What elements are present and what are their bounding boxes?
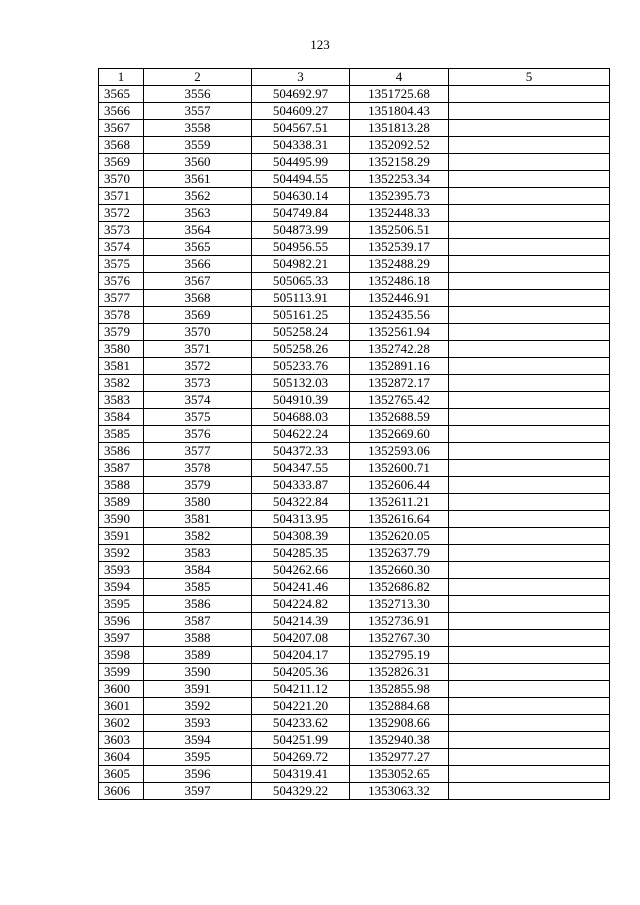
table-cell xyxy=(449,137,610,154)
table-cell: 3584 xyxy=(144,562,252,579)
table-cell xyxy=(449,256,610,273)
table-row xyxy=(99,783,610,800)
table-cell: 3593 xyxy=(99,562,144,579)
table-cell: 3574 xyxy=(99,239,144,256)
table-cell: 3567 xyxy=(144,273,252,290)
table-cell: 3588 xyxy=(144,630,252,647)
table-cell: 504285.35 xyxy=(252,545,350,562)
table-row xyxy=(99,324,610,341)
table-cell xyxy=(449,171,610,188)
table-cell: 504233.62 xyxy=(252,715,350,732)
table-cell: 3565 xyxy=(144,239,252,256)
table-cell: 3605 xyxy=(99,766,144,783)
table-cell: 504251.99 xyxy=(252,732,350,749)
table-cell xyxy=(449,222,610,239)
table-cell xyxy=(449,443,610,460)
table-row xyxy=(99,460,610,477)
table-cell: 1352767.30 xyxy=(350,630,449,647)
table-cell: 3594 xyxy=(99,579,144,596)
table-cell: 3586 xyxy=(99,443,144,460)
table-cell: 1352092.52 xyxy=(350,137,449,154)
table-cell: 3564 xyxy=(144,222,252,239)
table-cell xyxy=(449,715,610,732)
table-cell xyxy=(449,273,610,290)
table-cell xyxy=(449,579,610,596)
page-number: 123 xyxy=(310,37,330,52)
table-row xyxy=(99,596,610,613)
table-row xyxy=(99,103,610,120)
table-cell: 3587 xyxy=(99,460,144,477)
table-cell: 1352855.98 xyxy=(350,681,449,698)
table-cell: 3570 xyxy=(99,171,144,188)
table-cell: 1352637.79 xyxy=(350,545,449,562)
table-row xyxy=(99,239,610,256)
table-cell xyxy=(449,324,610,341)
table-cell: 1352446.91 xyxy=(350,290,449,307)
table-cell: 3566 xyxy=(144,256,252,273)
table-cell: 1352826.31 xyxy=(350,664,449,681)
table-row xyxy=(99,409,610,426)
table-cell: 3583 xyxy=(144,545,252,562)
table-row xyxy=(99,137,610,154)
table-cell: 1352435.56 xyxy=(350,307,449,324)
table-cell xyxy=(449,749,610,766)
table-row xyxy=(99,749,610,766)
table-cell: 3606 xyxy=(99,783,144,800)
table-cell: 505161.25 xyxy=(252,307,350,324)
table-cell: 3590 xyxy=(144,664,252,681)
table-cell: 504205.36 xyxy=(252,664,350,681)
table-row xyxy=(99,120,610,137)
table-cell: 1352611.21 xyxy=(350,494,449,511)
table-row xyxy=(99,511,610,528)
table-cell: 504688.03 xyxy=(252,409,350,426)
table-cell: 504322.84 xyxy=(252,494,350,511)
table-cell: 504692.97 xyxy=(252,86,350,103)
table-cell: 3602 xyxy=(99,715,144,732)
table-cell: 3565 xyxy=(99,86,144,103)
table-cell: 505132.03 xyxy=(252,375,350,392)
table-cell: 3595 xyxy=(144,749,252,766)
table-cell: 3592 xyxy=(144,698,252,715)
table-cell: 1352616.64 xyxy=(350,511,449,528)
table-cell: 1352669.60 xyxy=(350,426,449,443)
table-cell: 1352600.71 xyxy=(350,460,449,477)
table-row xyxy=(99,341,610,358)
table-cell: 3569 xyxy=(144,307,252,324)
table-cell: 1352891.16 xyxy=(350,358,449,375)
table-cell xyxy=(449,239,610,256)
table-cell: 1352448.33 xyxy=(350,205,449,222)
table-cell xyxy=(449,732,610,749)
table-cell: 504372.33 xyxy=(252,443,350,460)
table-cell xyxy=(449,630,610,647)
table-row xyxy=(99,154,610,171)
table-cell: 3598 xyxy=(99,647,144,664)
table-cell: 3575 xyxy=(144,409,252,426)
table-cell: 1351813.28 xyxy=(350,120,449,137)
table-cell: 504214.39 xyxy=(252,613,350,630)
table-cell: 504347.55 xyxy=(252,460,350,477)
table-cell: 3573 xyxy=(144,375,252,392)
table-cell: 504495.99 xyxy=(252,154,350,171)
table-cell: 3563 xyxy=(144,205,252,222)
table-row xyxy=(99,443,610,460)
table-cell: 504211.12 xyxy=(252,681,350,698)
table-cell: 1352977.27 xyxy=(350,749,449,766)
table-cell: 3575 xyxy=(99,256,144,273)
table-cell: 3593 xyxy=(144,715,252,732)
table-row xyxy=(99,375,610,392)
table-header-row xyxy=(99,69,610,86)
table-cell xyxy=(449,188,610,205)
table-cell: 1352688.59 xyxy=(350,409,449,426)
column-header: 4 xyxy=(350,69,449,86)
table-body xyxy=(99,86,610,800)
table-row xyxy=(99,681,610,698)
table-cell: 3576 xyxy=(99,273,144,290)
table-cell xyxy=(449,392,610,409)
table-cell: 1352795.19 xyxy=(350,647,449,664)
table-cell: 3561 xyxy=(144,171,252,188)
table-cell xyxy=(449,664,610,681)
table-row xyxy=(99,290,610,307)
column-header: 2 xyxy=(144,69,252,86)
table-cell xyxy=(449,358,610,375)
table-cell xyxy=(449,154,610,171)
table-cell: 504338.31 xyxy=(252,137,350,154)
table-cell: 1352395.73 xyxy=(350,188,449,205)
table-cell: 3572 xyxy=(99,205,144,222)
table-row xyxy=(99,698,610,715)
table-cell: 3596 xyxy=(144,766,252,783)
table-cell: 1352713.30 xyxy=(350,596,449,613)
table-cell xyxy=(449,477,610,494)
table-cell: 3580 xyxy=(144,494,252,511)
table-cell: 1351725.68 xyxy=(350,86,449,103)
table-cell xyxy=(449,545,610,562)
table-row xyxy=(99,188,610,205)
table-cell: 1352488.29 xyxy=(350,256,449,273)
table-cell: 3591 xyxy=(144,681,252,698)
table-row xyxy=(99,222,610,239)
table-cell: 3601 xyxy=(99,698,144,715)
table-cell: 3591 xyxy=(99,528,144,545)
table-cell: 3556 xyxy=(144,86,252,103)
table-row xyxy=(99,664,610,681)
table-cell xyxy=(449,86,610,103)
table-row xyxy=(99,477,610,494)
table-cell: 3590 xyxy=(99,511,144,528)
table-cell: 3568 xyxy=(144,290,252,307)
table-cell: 3569 xyxy=(99,154,144,171)
table-cell xyxy=(449,698,610,715)
table-cell: 3587 xyxy=(144,613,252,630)
table-cell: 3597 xyxy=(99,630,144,647)
table-cell: 3579 xyxy=(144,477,252,494)
table-row xyxy=(99,647,610,664)
table-cell: 504221.20 xyxy=(252,698,350,715)
table-cell: 3599 xyxy=(99,664,144,681)
table-row xyxy=(99,426,610,443)
table-row xyxy=(99,630,610,647)
table-cell: 1352908.66 xyxy=(350,715,449,732)
table-cell: 504308.39 xyxy=(252,528,350,545)
table-cell xyxy=(449,290,610,307)
table-row xyxy=(99,766,610,783)
table-cell: 3589 xyxy=(144,647,252,664)
table-cell: 1352539.17 xyxy=(350,239,449,256)
table-cell xyxy=(449,409,610,426)
table-cell: 504329.22 xyxy=(252,783,350,800)
table-cell: 3586 xyxy=(144,596,252,613)
table-cell: 3577 xyxy=(144,443,252,460)
table-cell: 3568 xyxy=(99,137,144,154)
table-cell: 3581 xyxy=(144,511,252,528)
table-cell: 3595 xyxy=(99,596,144,613)
table-cell xyxy=(449,341,610,358)
table-cell: 1352158.29 xyxy=(350,154,449,171)
table-cell: 3578 xyxy=(99,307,144,324)
table-cell: 505113.91 xyxy=(252,290,350,307)
table-cell: 1352765.42 xyxy=(350,392,449,409)
table-cell xyxy=(449,120,610,137)
table-cell: 3589 xyxy=(99,494,144,511)
table-cell: 1353052.65 xyxy=(350,766,449,783)
table-cell: 504241.46 xyxy=(252,579,350,596)
table-row xyxy=(99,579,610,596)
table-cell: 3604 xyxy=(99,749,144,766)
table-cell: 3571 xyxy=(144,341,252,358)
table-cell: 3588 xyxy=(99,477,144,494)
table-cell: 1353063.32 xyxy=(350,783,449,800)
table-cell: 3585 xyxy=(144,579,252,596)
table-cell xyxy=(449,511,610,528)
table-cell: 504982.21 xyxy=(252,256,350,273)
table-cell: 505065.33 xyxy=(252,273,350,290)
table-row xyxy=(99,256,610,273)
table-cell: 3585 xyxy=(99,426,144,443)
table-cell: 1352660.30 xyxy=(350,562,449,579)
table-cell: 3576 xyxy=(144,426,252,443)
table-cell xyxy=(449,205,610,222)
table-cell: 1352736.91 xyxy=(350,613,449,630)
table-cell: 3573 xyxy=(99,222,144,239)
table-cell: 504956.55 xyxy=(252,239,350,256)
table-row xyxy=(99,273,610,290)
table-cell: 505258.24 xyxy=(252,324,350,341)
table-row xyxy=(99,86,610,103)
table-cell xyxy=(449,375,610,392)
table-cell: 3562 xyxy=(144,188,252,205)
table-cell: 504873.99 xyxy=(252,222,350,239)
table-cell: 3567 xyxy=(99,120,144,137)
table-cell: 3582 xyxy=(99,375,144,392)
column-header: 5 xyxy=(449,69,610,86)
table-cell: 1352593.06 xyxy=(350,443,449,460)
table-cell: 504224.82 xyxy=(252,596,350,613)
table-row xyxy=(99,358,610,375)
table-row xyxy=(99,732,610,749)
table-row xyxy=(99,392,610,409)
table-row xyxy=(99,528,610,545)
table-cell: 504910.39 xyxy=(252,392,350,409)
table-cell: 504204.17 xyxy=(252,647,350,664)
table-cell: 3574 xyxy=(144,392,252,409)
table-cell: 1352686.82 xyxy=(350,579,449,596)
table-cell: 3579 xyxy=(99,324,144,341)
table-cell xyxy=(449,783,610,800)
table-cell: 505233.76 xyxy=(252,358,350,375)
table-cell: 504207.08 xyxy=(252,630,350,647)
table-cell: 3577 xyxy=(99,290,144,307)
table-cell: 3566 xyxy=(99,103,144,120)
table-cell: 3571 xyxy=(99,188,144,205)
table-cell: 3600 xyxy=(99,681,144,698)
table-cell: 1352606.44 xyxy=(350,477,449,494)
table-row xyxy=(99,307,610,324)
table-cell: 1352872.17 xyxy=(350,375,449,392)
table-cell xyxy=(449,103,610,120)
table-cell: 3560 xyxy=(144,154,252,171)
table-row xyxy=(99,562,610,579)
table-cell: 3596 xyxy=(99,613,144,630)
table-cell: 504313.95 xyxy=(252,511,350,528)
table-cell: 504622.24 xyxy=(252,426,350,443)
table-cell: 504333.87 xyxy=(252,477,350,494)
table-cell: 504609.27 xyxy=(252,103,350,120)
table-cell: 504749.84 xyxy=(252,205,350,222)
table-cell xyxy=(449,494,610,511)
table-cell: 505258.26 xyxy=(252,341,350,358)
table-row xyxy=(99,613,610,630)
table-cell: 3594 xyxy=(144,732,252,749)
table-row xyxy=(99,494,610,511)
table-cell: 3580 xyxy=(99,341,144,358)
table-cell: 3582 xyxy=(144,528,252,545)
table-cell: 504262.66 xyxy=(252,562,350,579)
table-cell: 1352506.51 xyxy=(350,222,449,239)
table-cell: 1352742.28 xyxy=(350,341,449,358)
table-cell: 3584 xyxy=(99,409,144,426)
table-cell: 504319.41 xyxy=(252,766,350,783)
table-cell xyxy=(449,766,610,783)
table-cell xyxy=(449,528,610,545)
table-cell xyxy=(449,647,610,664)
table-row xyxy=(99,171,610,188)
table-cell: 504269.72 xyxy=(252,749,350,766)
table-cell: 504494.55 xyxy=(252,171,350,188)
table-cell: 1351804.43 xyxy=(350,103,449,120)
table-cell: 3559 xyxy=(144,137,252,154)
table-cell: 504567.51 xyxy=(252,120,350,137)
table-cell: 3578 xyxy=(144,460,252,477)
table-cell xyxy=(449,460,610,477)
table-cell: 3597 xyxy=(144,783,252,800)
column-header: 1 xyxy=(99,69,144,86)
table-cell: 3603 xyxy=(99,732,144,749)
table-cell: 1352620.05 xyxy=(350,528,449,545)
table-cell: 3583 xyxy=(99,392,144,409)
table-cell: 3558 xyxy=(144,120,252,137)
table-cell xyxy=(449,613,610,630)
table-cell: 1352884.68 xyxy=(350,698,449,715)
table-cell xyxy=(449,681,610,698)
table-cell: 3572 xyxy=(144,358,252,375)
table-cell: 1352561.94 xyxy=(350,324,449,341)
table-cell: 1352253.34 xyxy=(350,171,449,188)
table-row xyxy=(99,205,610,222)
table-cell: 3592 xyxy=(99,545,144,562)
coordinates-table xyxy=(98,68,610,800)
table-cell xyxy=(449,307,610,324)
table-cell: 3570 xyxy=(144,324,252,341)
column-header: 3 xyxy=(252,69,350,86)
table-cell xyxy=(449,426,610,443)
table-cell: 3557 xyxy=(144,103,252,120)
table-cell: 1352940.38 xyxy=(350,732,449,749)
table-cell: 504630.14 xyxy=(252,188,350,205)
table-row xyxy=(99,545,610,562)
table-cell: 1352486.18 xyxy=(350,273,449,290)
table-cell xyxy=(449,596,610,613)
table-row xyxy=(99,715,610,732)
table-cell: 3581 xyxy=(99,358,144,375)
table-cell xyxy=(449,562,610,579)
